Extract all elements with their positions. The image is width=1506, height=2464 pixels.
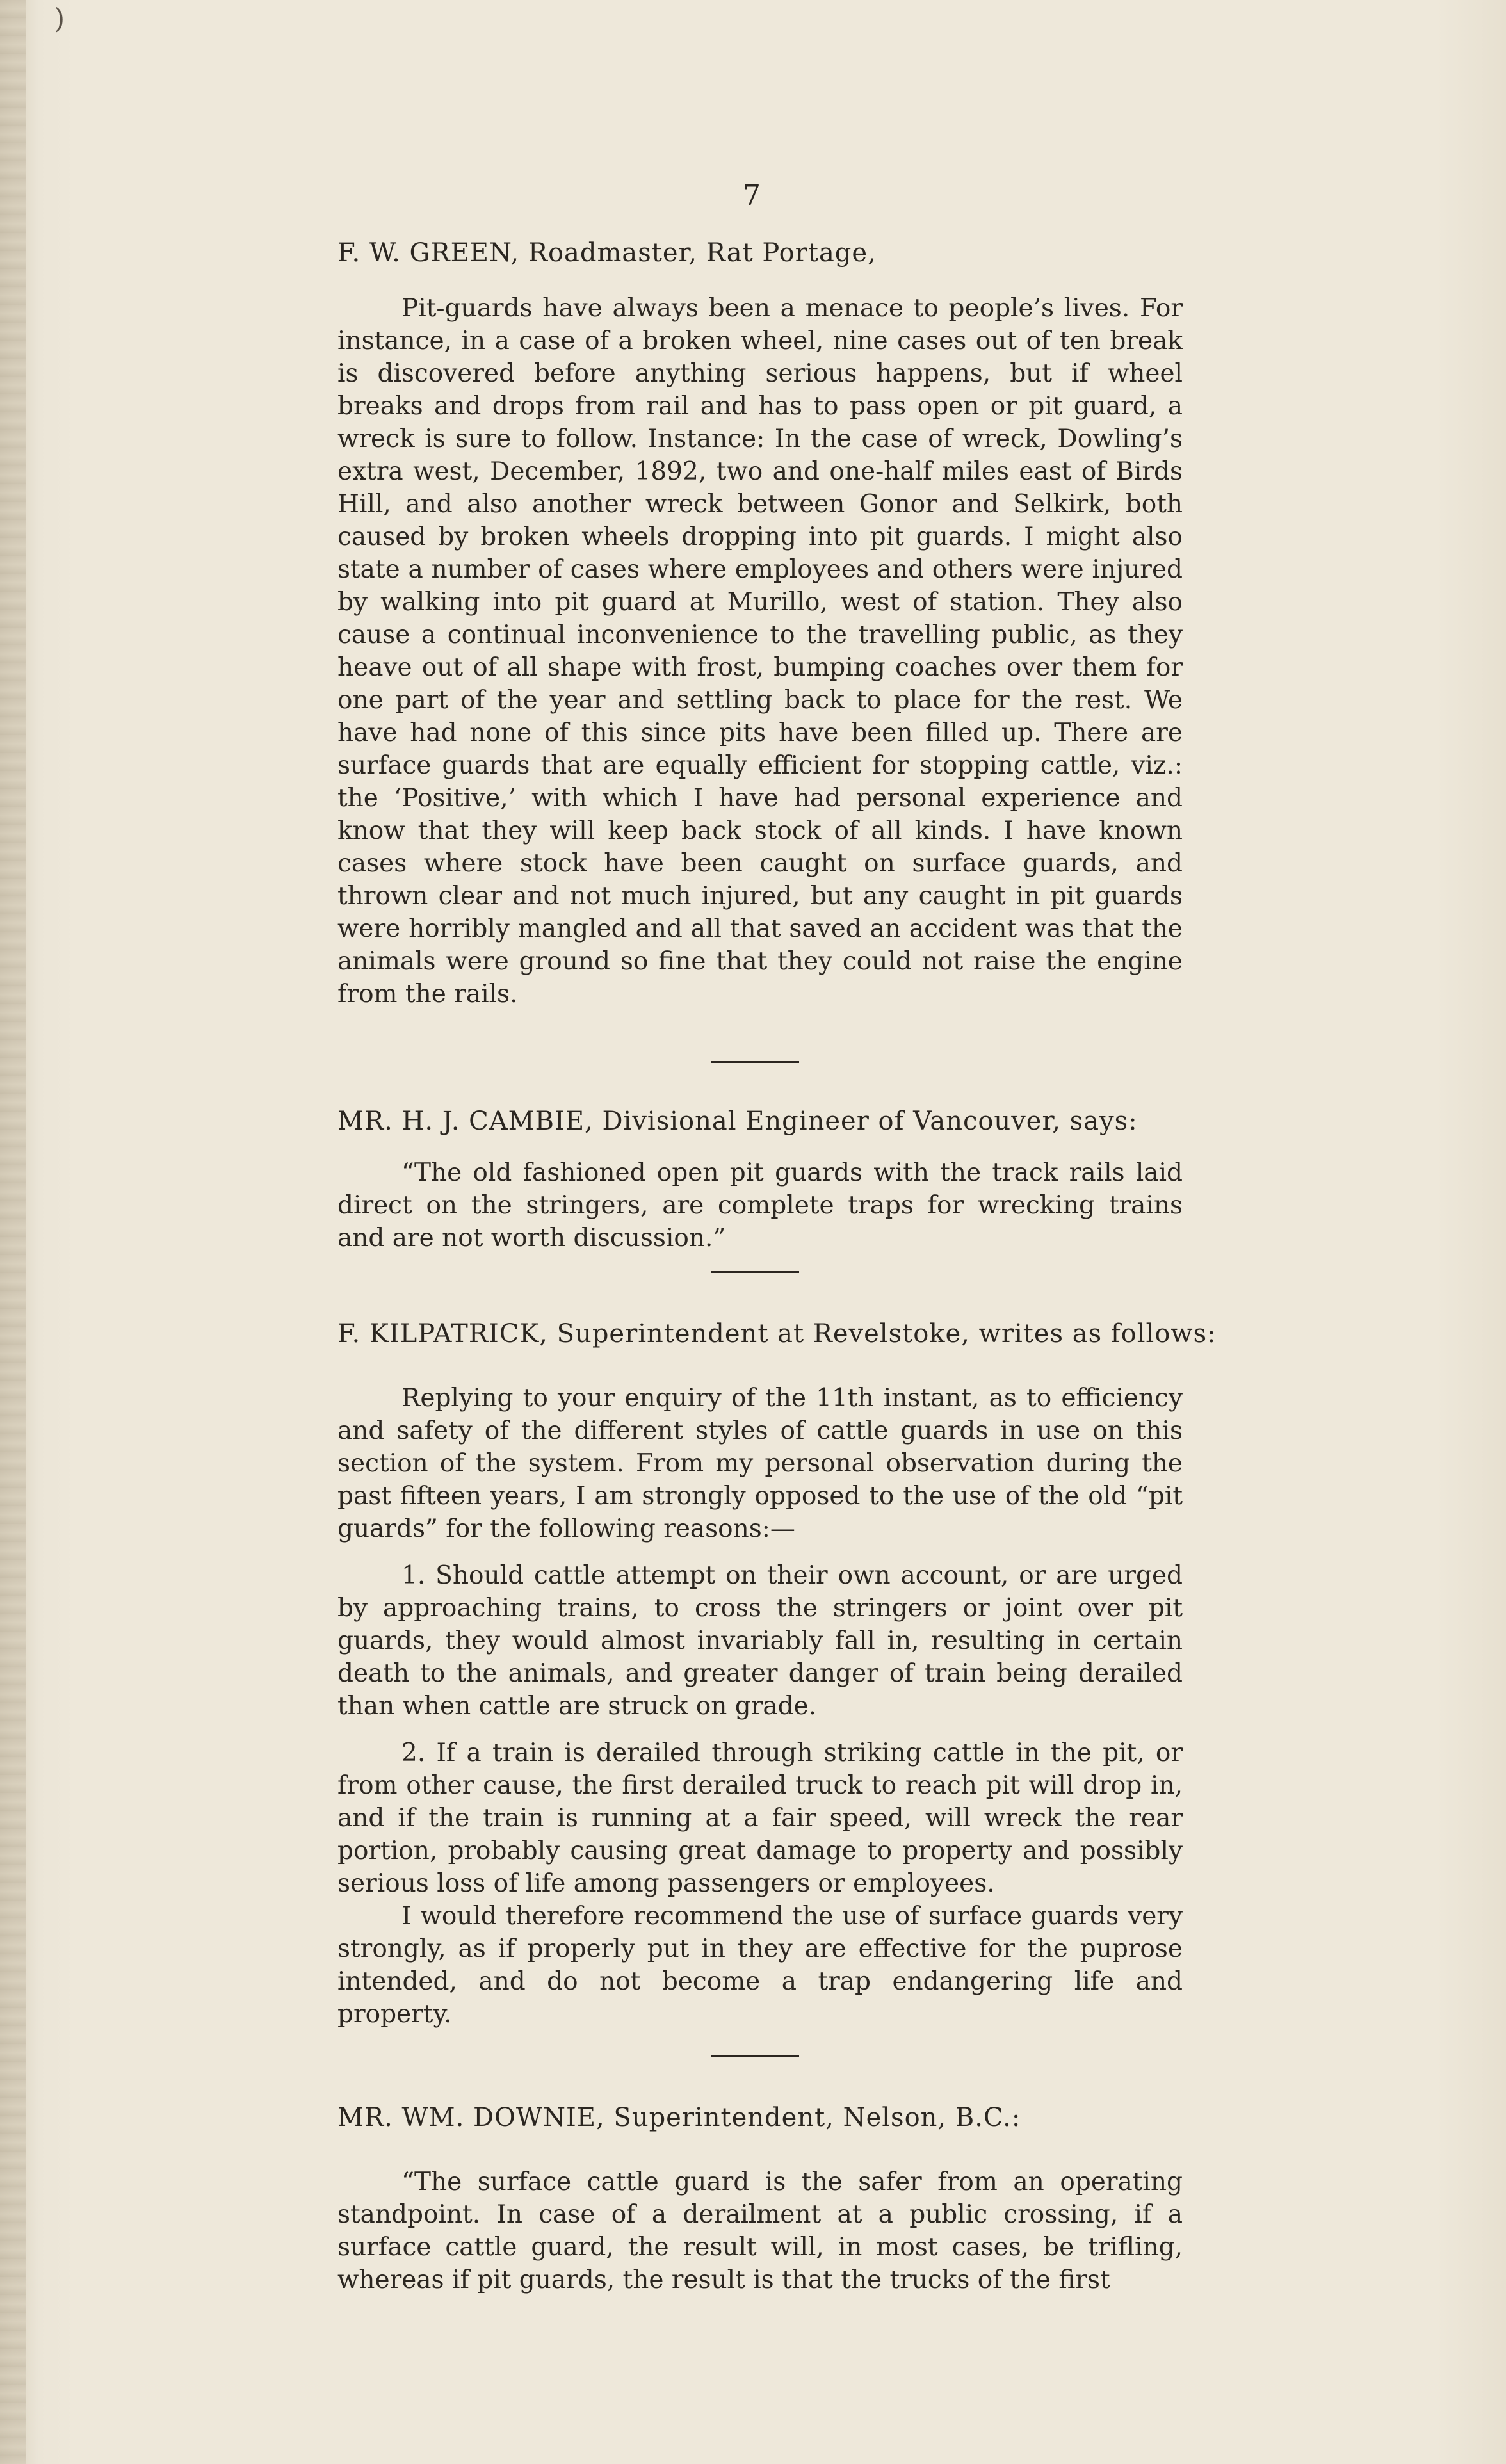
- section-heading-cambie: MR. H. J. CAMBIE, Divisional Engineer of Vancouver, says:: [337, 1106, 1138, 1136]
- binding-edge: [0, 0, 26, 2464]
- page-number: 7: [743, 179, 761, 212]
- section-divider: [711, 2055, 799, 2057]
- quoted-paragraph: “The old fashioned open pit guards with the track rails laid direct on the stringers, are complete traps for wrecking trains and are not worth discussion.”: [337, 1158, 1183, 1252]
- section-body-cambie: [337, 1156, 1183, 1254]
- paragraph: Pit-guards have always been a menace to people’s lives. For instance, in a case of a broken wheel, nine cases out of ten break is discovered before anything serious happens, but if wheel breaks and drops from rail and has to pass open or pit guard, a wreck is sure to follow. Instance: In the case of wreck, Dowling’s extra west, December, 1892, two and one-half miles east of Birds Hill, and also another wreck between Gonor and Selkirk, both caused by broken wheels dropping into pit guards. I might also state a number of cases where employees and others were injured by walking into pit guard at Murillo, west of station. They also cause a continual inconvenience to the travelling public, as they heave out of all shape with frost, bumping coaches over them for one part of the year and settling back to place for the rest. We have had none of this since pits have been filled up. There are surface guards that are equally efficient for stopping cattle, viz.: the ‘Positive,’ with which I have had personal experience and know that they will keep back stock of all kinds. I have known cases where stock have been caught on surface guards, and thrown clear and not much injured, but any caught in pit guards were horribly mangled and all that saved an accident was that the animals were ground so fine that they could not raise the engine from the rails.: [337, 294, 1183, 1009]
- numbered-reason-2: 2. If a train is derailed through striking cattle in the pit, or from other cause, the first derailed truck to reach pit will drop in, and if the train is running at a fair speed, will wreck the rear portion, probably causing great damage to property and possibly serious loss of life among passengers or employees.: [337, 1739, 1183, 1898]
- section-body-kilpatrick: [337, 1382, 1183, 2030]
- margin-mark: ): [54, 3, 65, 35]
- paragraph: Replying to your enquiry of the 11th instant, as to efficiency and safety of the different styles of cattle guards in use on this section of the system. From my personal observation during the past fifteen years, I am strongly opposed to the use of the old “pit guards” for the following reasons:—: [337, 1384, 1183, 1543]
- section-heading-kilpatrick: F. KILPATRICK, Superintendent at Revelstoke, writes as follows:: [337, 1319, 1217, 1349]
- section-body-green: [337, 292, 1183, 1010]
- section-body-downie: [337, 2166, 1183, 2296]
- section-heading-green: F. W. GREEN, Roadmaster, Rat Portage,: [337, 238, 877, 268]
- quoted-paragraph: “The surface cattle guard is the safer from an operating standpoint. In case of a derailment at a public crossing, if a surface cattle guard, the result will, in most cases, be trifling, whereas if pit guards, the result is that the trucks of the first: [337, 2168, 1183, 2294]
- section-divider: [711, 1061, 799, 1063]
- numbered-reason-1: 1. Should cattle attempt on their own account, or are urged by approaching trains, to cross the stringers or joint over pit guards, they would almost invariably fall in, resulting in certain death to the animals, and greater danger of train being derailed than when cattle are struck on grade.: [337, 1561, 1183, 1721]
- section-heading-downie: MR. WM. DOWNIE, Superintendent, Nelson, B.C.:: [337, 2103, 1021, 2132]
- section-divider: [711, 1271, 799, 1273]
- paragraph: I would therefore recommend the use of surface guards very strongly, as if properly put in they are effective for the puprose intended, and do not become a trap endangering life and property.: [337, 1902, 1183, 2029]
